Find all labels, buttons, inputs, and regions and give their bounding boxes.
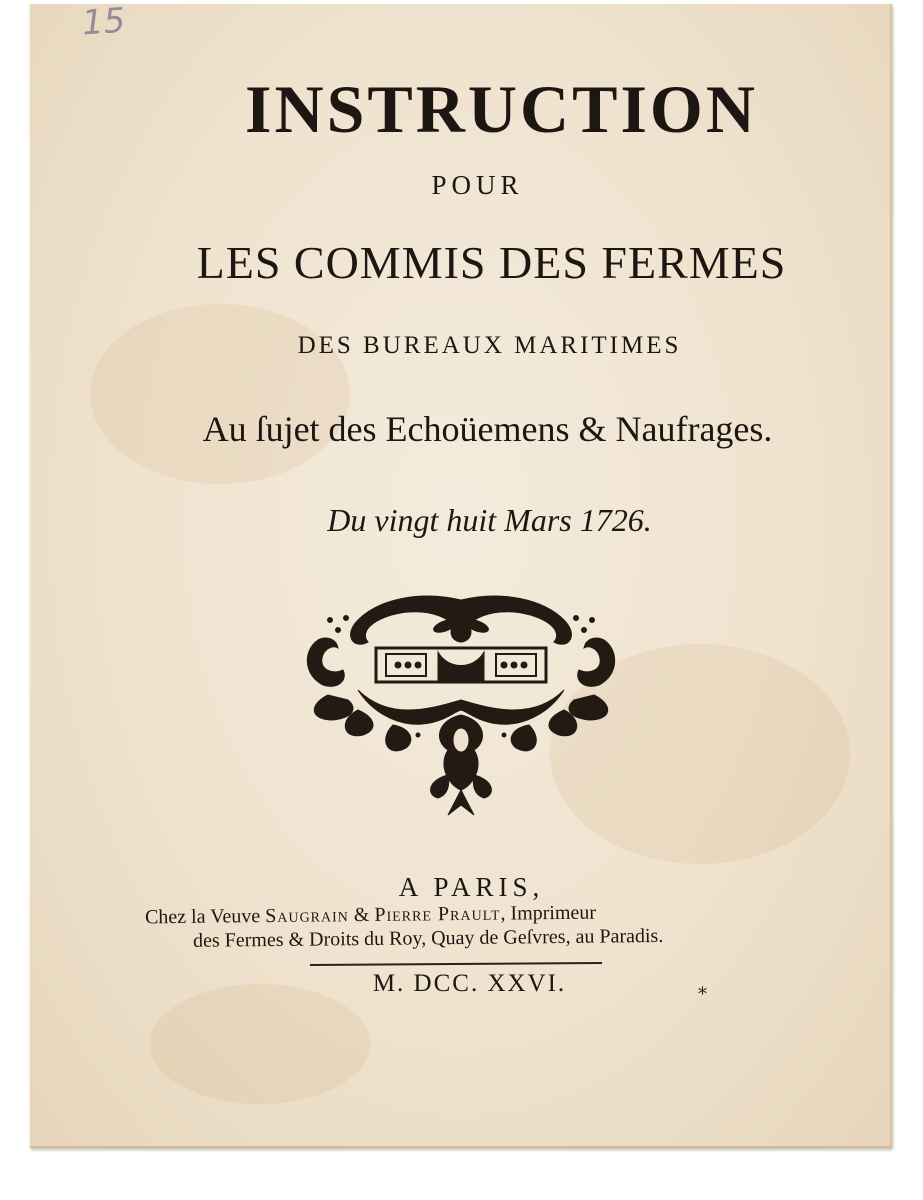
- imprint: [145, 902, 785, 950]
- year-line: M. DCC. XXVI.: [372, 970, 567, 997]
- handwritten-page-number: 15: [80, 0, 127, 44]
- subject-line: Au ſujet des Echoüemens & Naufrages.: [202, 409, 773, 449]
- title: INSTRUCTION: [245, 71, 758, 147]
- asterisk-mark: *: [698, 984, 707, 1005]
- paper-stain: [90, 304, 350, 484]
- subtitle-bureaux: DES BUREAUX MARITIMES: [297, 332, 682, 359]
- paper-stain: [150, 984, 370, 1104]
- printer-name-1: Saugrain: [265, 904, 349, 928]
- subtitle-commis: LES COMMIS DES FERMES: [196, 237, 787, 288]
- subtitle-pour: POUR: [431, 170, 524, 200]
- date-line: Du vingt huit Mars 1726.: [327, 502, 652, 538]
- printer-name-2: Pierre Prault: [374, 902, 501, 926]
- floral-vignette-icon: [298, 590, 624, 820]
- imprint-prefix: Chez la Veuve: [144, 905, 266, 929]
- imprint-suffix: , Imprimeur: [500, 901, 597, 925]
- imprint-line-2: des Fermes & Droits du Roy, Quay de Geſvres, au Paradis.: [192, 924, 664, 952]
- imprint-ampersand: &: [348, 903, 375, 927]
- place-line: A PARIS,: [398, 872, 545, 902]
